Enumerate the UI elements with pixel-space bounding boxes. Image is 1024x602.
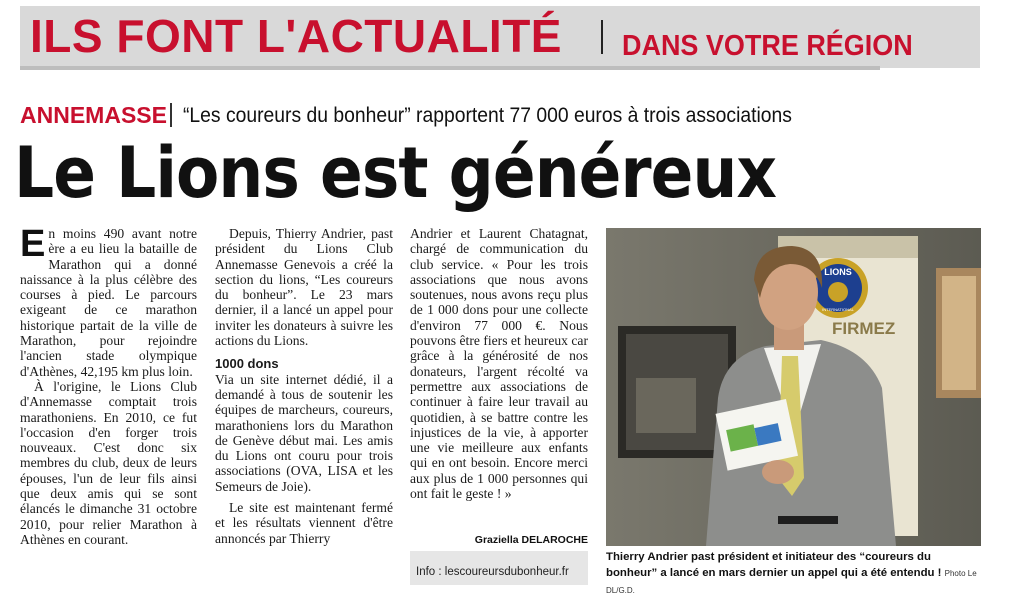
banner-shadow	[20, 66, 880, 70]
article-column-3	[410, 226, 588, 501]
paragraph: Depuis, Thierry Andrier, past président du Lions Club Annemasse Genevois a créé la section du lions, “Les coureurs du bonheur”. Le 23 mars dernier, il a lancé un appel pour inviter les donateurs à suivre les actions du Lions.	[215, 226, 393, 349]
article-column-2	[215, 226, 393, 546]
banner-divider	[601, 20, 603, 54]
kicker-divider	[170, 103, 172, 127]
article-headline: Le Lions est généreux	[14, 132, 777, 214]
city-label: ANNEMASSE	[20, 102, 167, 128]
photo-caption	[606, 549, 982, 599]
paragraph: À l'origine, le Lions Club d'Annemasse comptait trois marathoniens. En 2010, ce fut l'occasion d'en forger trois nouveaux. C'est donc six membres du club, deux de leurs épouses, l'un de leur fils ainsi que deux amis qui se sont élancés le dimanche 31 octobre 2010, pour relier Marathon à Athènes en courant.	[20, 378, 197, 547]
author-byline: Graziella DELAROCHE	[474, 534, 588, 546]
photo-credit: Photo Le DL/G.D.	[606, 569, 977, 595]
paragraph: Le site est maintenant fermé et les résultats viennent d'être annoncés par Thierry	[215, 500, 393, 546]
drop-cap: E	[20, 223, 46, 265]
photo-illustration	[606, 228, 981, 546]
paragraph: Via un site internet dédié, il a demandé à tous de soutenir les équipes de marcheurs, coureurs, marathoniens lors du Marathon de Genève début mai. Les amis du Lions ont couru pour trois associations (OVA, LISA et les Semeurs de Joie).	[215, 371, 393, 494]
paragraph: Andrier et Laurent Chatagnat, chargé de communication du club service. « Pour les trois associations que nous avons soutenues, nous avons reçu plus de 1 000 dons pour une collecte d'environ 77 000 €. Nous pouvons être fiers et heureux car grâce à la générosité de nos donateurs, l'argent récolté va permettre aux associations de continuer à faire leur travail au quotidien, à se battre contre les injustices de la vie, à apporter une vie meilleure aux enfants qui en ont besoin. Encore merci aux plus de 1 000 personnes qui ont fait le geste ! »	[410, 226, 588, 502]
poster-text: FIRMEZ	[832, 319, 896, 338]
logo-subtext: INTERNATIONAL	[822, 307, 854, 312]
article-photo	[606, 228, 981, 546]
logo-text: LIONS	[824, 267, 852, 277]
paragraph	[20, 223, 197, 379]
article-kicker: “Les coureurs du bonheur” rapportent 77 000 euros à trois associations	[183, 104, 792, 127]
rubric-title: ILS FONT L'ACTUALITÉ	[30, 10, 562, 62]
paragraph-text: n moins 490 avant notre ère a eu lieu la bataille de Marathon qui a donné naissance à la plus célèbre des courses à pied. Le parcours exigeant de ce marathon historique partait de la ville de Marathon, pour rejoindre l'ancien stade olympique d'Athènes, 42,195 km plus loin.	[20, 226, 197, 379]
subheading: 1000 dons	[215, 356, 279, 372]
region-label: DANS VOTRE RÉGION	[622, 30, 913, 62]
info-link-text: Info : lescoureursdubonheur.fr	[416, 566, 569, 578]
article-column-1	[20, 223, 197, 547]
caption-text: Thierry Andrier past président et initiateur des “coureurs du bonheur” a lancé en mars dernier un appel qui a été entendu !	[606, 551, 942, 579]
